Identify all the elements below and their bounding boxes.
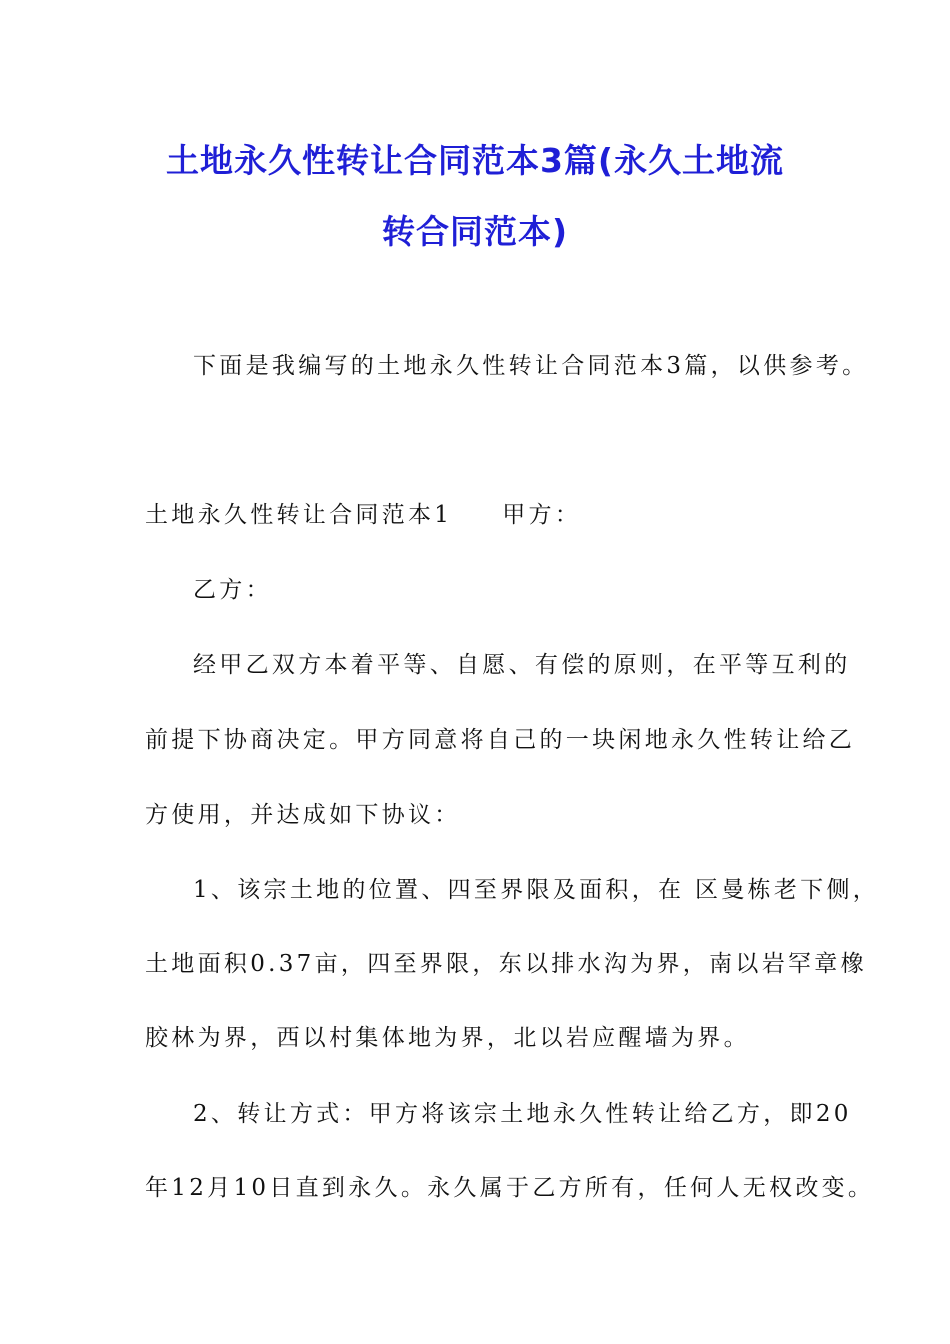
- party-b-label: 乙方：: [193, 577, 272, 603]
- clause1-line2: 土地面积0.37亩，四至界限，东以排水沟为界，南以岩罕章橡: [145, 951, 867, 977]
- clause2-line1: 2、转让方式：甲方将该宗土地永久性转让给乙方，即20: [193, 1101, 852, 1127]
- document-title-line-2: 转合同范本): [381, 212, 569, 251]
- paragraph1-line2: 前提下协商决定。甲方同意将自己的一块闲地永久性转让给乙: [145, 727, 856, 753]
- clause1-line1: 1、该宗土地的位置、四至界限及面积，在 区曼栋老下侧，: [193, 877, 880, 903]
- section-heading-row: [145, 496, 581, 529]
- paragraph1-line1: 经甲乙双方本着平等、自愿、有偿的原则，在平等互利的: [193, 652, 851, 678]
- clause1-line3: 胶林为界，西以村集体地为界，北以岩应醒墙为界。: [145, 1025, 750, 1051]
- intro-text: 下面是我编写的土地永久性转让合同范本3篇，以供参考。: [193, 353, 869, 379]
- party-a-label: 甲方：: [502, 502, 582, 528]
- section-heading: 土地永久性转让合同范本1: [145, 502, 453, 528]
- document-title-line-1: 土地永久性转让合同范本3篇(永久土地流: [165, 141, 785, 180]
- paragraph1-line3: 方使用，并达成如下协议：: [145, 802, 461, 828]
- clause2-line2: 年12月10日直到永久。永久属于乙方所有，任何人无权改变。: [145, 1175, 875, 1201]
